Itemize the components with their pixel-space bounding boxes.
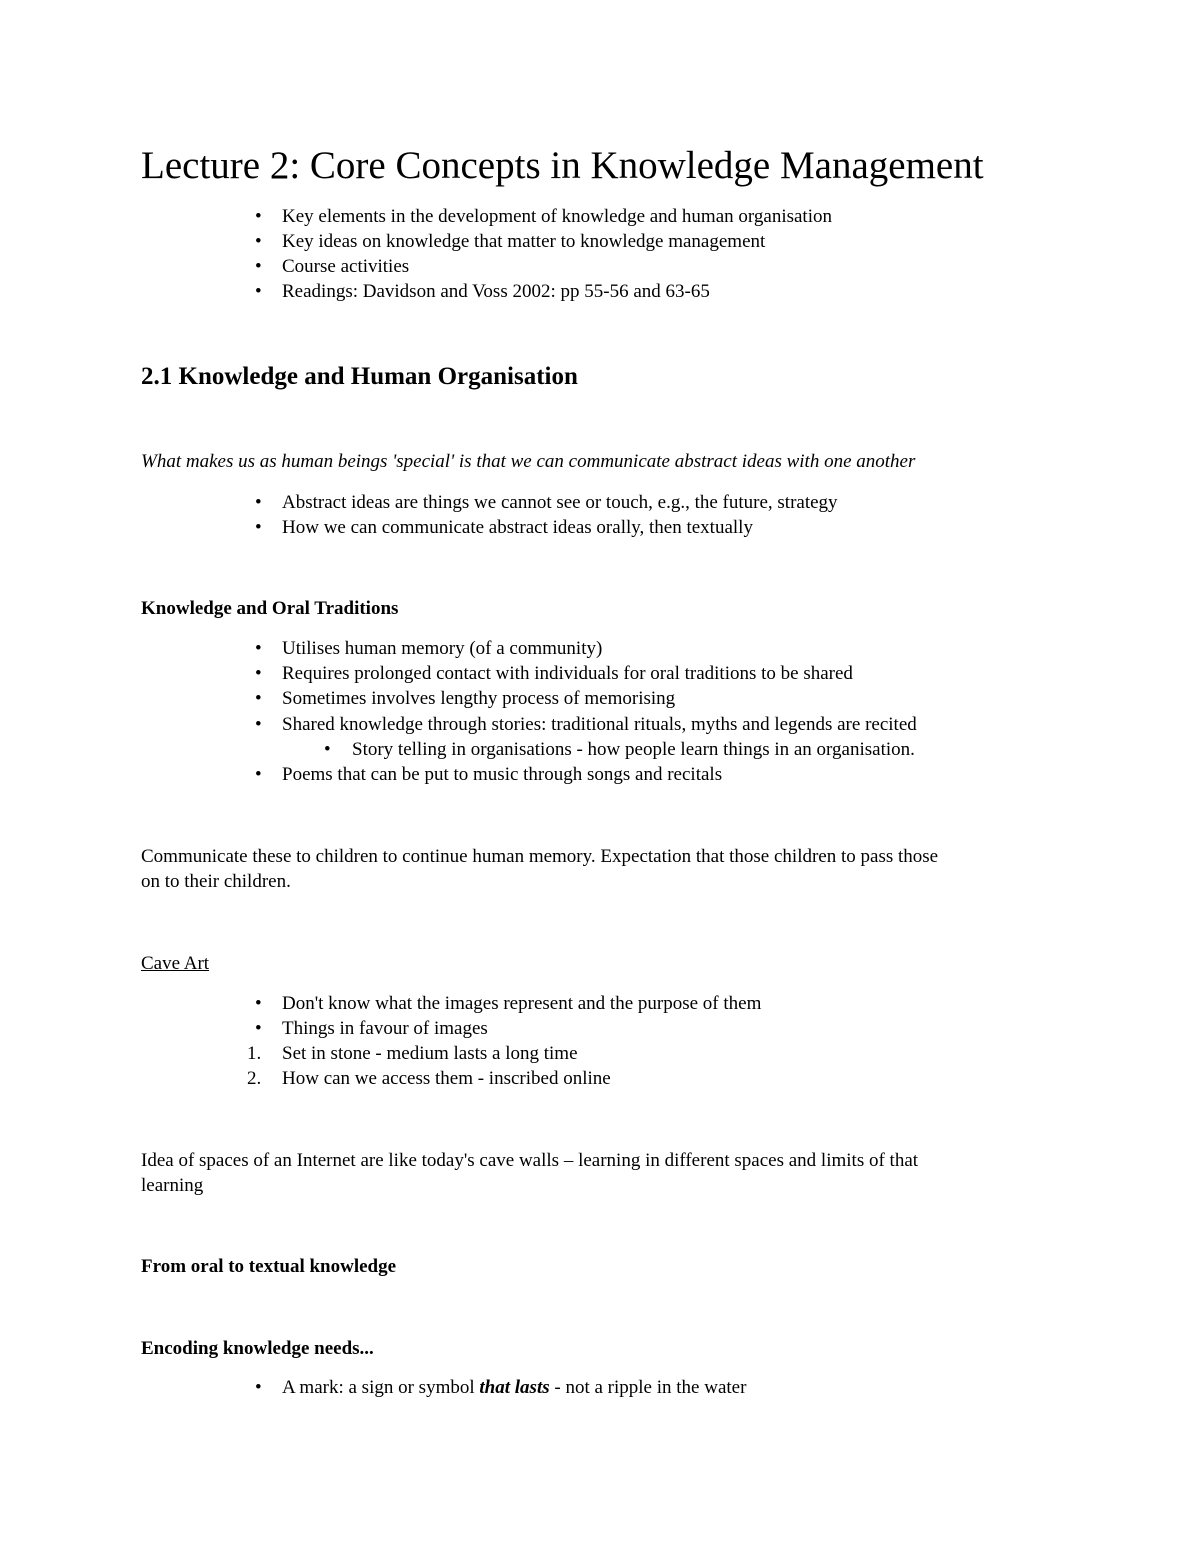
list-item: Things in favour of images	[282, 1018, 488, 1039]
bullet-icon: •	[255, 1377, 262, 1398]
sub-list-item: Story telling in organisations - how people learn things in an organisation.	[352, 739, 915, 760]
italic-statement: What makes us as human beings 'special' is that we can communicate abstract ideas with one another	[141, 451, 916, 472]
bullet-icon: •	[255, 663, 262, 684]
list-item: Utilises human memory (of a community)	[282, 638, 603, 659]
paragraph-line: learning	[141, 1175, 204, 1196]
list-number: 1.	[247, 1043, 262, 1064]
encoding-heading: Encoding knowledge needs...	[141, 1338, 374, 1359]
numbered-item: Set in stone - medium lasts a long time	[282, 1043, 578, 1064]
list-item: Key elements in the development of knowledge and human organisation	[282, 206, 832, 227]
list-item: How we can communicate abstract ideas orally, then textually	[282, 517, 753, 538]
list-item: Shared knowledge through stories: traditional rituals, myths and legends are recited	[282, 714, 917, 735]
paragraph-line: Idea of spaces of an Internet are like today's cave walls – learning in different spaces and limits of that	[141, 1150, 919, 1171]
paragraph-line: Communicate these to children to continue human memory. Expectation that those children to pass those	[141, 846, 939, 867]
bullet-icon: •	[255, 206, 262, 227]
list-item	[282, 1378, 746, 1397]
cave-art-heading: Cave Art	[141, 953, 210, 974]
textual-knowledge-heading: From oral to textual knowledge	[141, 1256, 397, 1277]
list-item: Poems that can be put to music through songs and recitals	[282, 764, 723, 785]
list-item: Sometimes involves lengthy process of memorising	[282, 688, 676, 709]
item-text: - not a ripple in the water	[549, 1377, 747, 1398]
bullet-icon: •	[255, 231, 262, 252]
numbered-item: How can we access them - inscribed online	[282, 1068, 611, 1089]
bullet-icon: •	[255, 688, 262, 709]
list-item: Requires prolonged contact with individuals for oral traditions to be shared	[282, 663, 853, 684]
oral-traditions-heading: Knowledge and Oral Traditions	[141, 598, 399, 619]
list-item: Readings: Davidson and Voss 2002: pp 55-56 and 63-65	[282, 281, 710, 302]
bullet-icon: •	[255, 764, 262, 785]
bullet-icon: •	[255, 993, 262, 1014]
list-item: Key ideas on knowledge that matter to knowledge management	[282, 231, 766, 252]
list-item: Course activities	[282, 256, 410, 277]
bullet-icon: •	[255, 638, 262, 659]
bullet-icon: •	[255, 492, 262, 513]
bullet-icon: •	[255, 281, 262, 302]
section-heading: 2.1 Knowledge and Human Organisation	[141, 363, 578, 390]
bullet-icon: •	[255, 1018, 262, 1039]
page-title: Lecture 2: Core Concepts in Knowledge Management	[141, 144, 984, 187]
bullet-icon: •	[255, 517, 262, 538]
list-item: Don't know what the images represent and the purpose of them	[282, 993, 762, 1014]
emphasis-text: that lasts	[479, 1377, 550, 1398]
item-text: A mark: a sign or symbol	[282, 1377, 480, 1398]
bullet-icon: •	[255, 256, 262, 277]
paragraph-line: on to their children.	[141, 871, 291, 892]
bullet-icon: •	[255, 714, 262, 735]
list-number: 2.	[247, 1068, 262, 1089]
list-item: Abstract ideas are things we cannot see or touch, e.g., the future, strategy	[282, 492, 838, 513]
bullet-icon: •	[324, 739, 331, 760]
